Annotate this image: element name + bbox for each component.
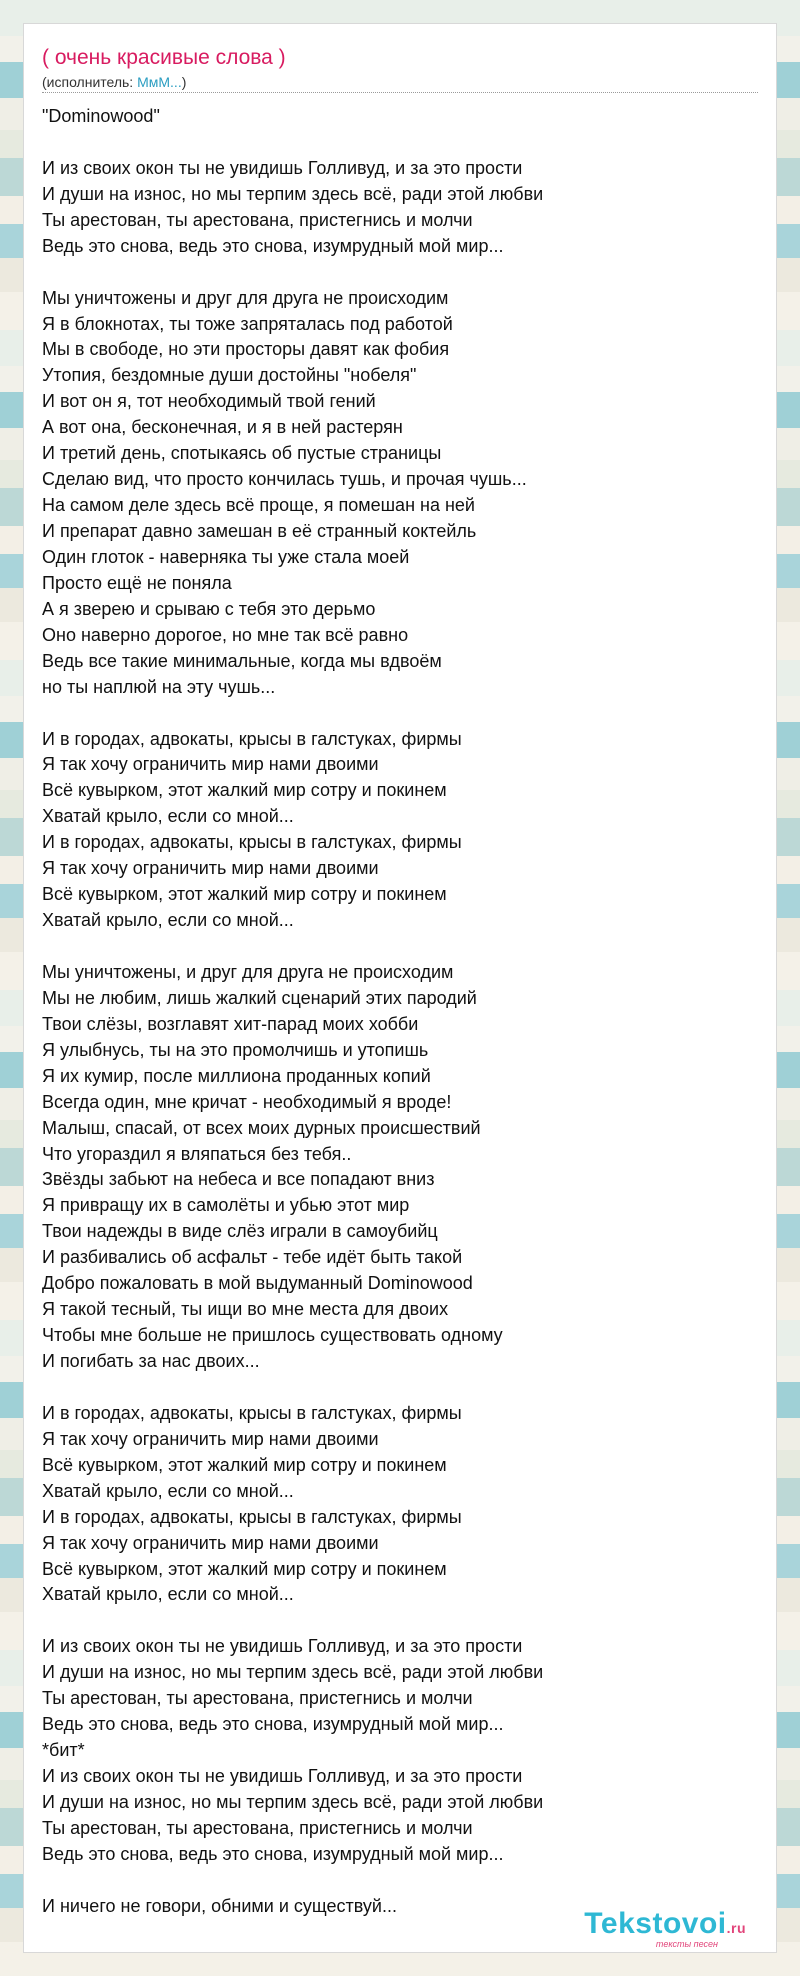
lyric-line: И препарат давно замешан в её странный коктейль <box>42 521 477 541</box>
lyric-line: Всё кувырком, этот жалкий мир сотру и покинем <box>42 1558 447 1579</box>
lyric-line: Просто ещё не поняла <box>42 572 232 593</box>
lyric-line: И вот он я, тот необходимый твой гений <box>42 391 376 412</box>
lyric-line: Всё кувырком, этот жалкий мир сотру и покинем <box>42 1454 447 1475</box>
lyric-line: Сделаю вид, что просто кончилась тушь, и прочая чушь... <box>42 469 527 490</box>
lyric-line: Твои надежды в виде слёз играли в самоубийц <box>42 1221 438 1242</box>
song-title: ( очень красивые слова ) <box>42 46 286 69</box>
lyric-line: Хватай крыло, если со мной... <box>42 806 294 827</box>
lyric-line: Я так хочу ограничить мир нами двоими <box>42 1532 379 1553</box>
lyric-line: "Dominowood" <box>42 106 160 126</box>
lyric-line: Мы уничтожены и друг для друга не происходим <box>42 287 449 308</box>
lyric-line: А вот она, бесконечная, и я в ней растерян <box>42 417 403 438</box>
logo-tagline: тексты песен <box>655 1939 718 1949</box>
lyric-line: Ведь все такие минимальные, когда мы вдвоём <box>42 650 442 671</box>
lyric-line: И в городах, адвокаты, крысы в галстуках, фирмы <box>42 728 462 749</box>
lyric-line: Ты арестован, ты арестована, пристегнись и молчи <box>42 209 473 230</box>
logo-tld: .ru <box>726 1920 746 1936</box>
header-divider <box>42 92 758 93</box>
performer-link[interactable]: МмМ... <box>137 74 182 90</box>
lyric-line: Я привращу их в самолёты и убью этот мир <box>42 1195 410 1216</box>
lyric-line: И души на износ, но мы терпим здесь всё, ради этой любви <box>42 183 544 204</box>
performer-line <box>42 74 186 90</box>
lyric-line: Мы в свободе, но эти просторы давят как фобия <box>42 339 450 360</box>
lyric-line: Я улыбнусь, ты на это промолчишь и утопишь <box>42 1039 429 1060</box>
lyric-line: Всегда один, мне кричат - необходимый я вроде! <box>42 1091 452 1112</box>
performer-suffix: ) <box>181 74 187 90</box>
lyric-line: Ты арестован, ты арестована, пристегнись и молчи <box>42 1688 473 1709</box>
lyric-line: Я так хочу ограничить мир нами двоими <box>42 858 379 879</box>
lyric-line: И разбивались об асфальт - тебе идёт быть такой <box>42 1247 463 1268</box>
lyric-line: Звёзды забьют на небеса и все попадают вниз <box>42 1169 435 1190</box>
lyric-line: И в городах, адвокаты, крысы в галстуках, фирмы <box>42 1506 462 1527</box>
lyric-line: Малыш, спасай, от всех моих дурных происшествий <box>42 1117 481 1138</box>
lyric-line: Я их кумир, после миллиона проданных копий <box>42 1065 431 1086</box>
lyric-line: Мы не любим, лишь жалкий сценарий этих пародий <box>42 987 477 1008</box>
lyric-line: И из своих окон ты не увидишь Голливуд, и за это прости <box>42 1636 523 1657</box>
lyric-line <box>42 260 762 286</box>
lyric-line: И в городах, адвокаты, крысы в галстуках, фирмы <box>42 832 462 853</box>
lyric-line: Я так хочу ограничить мир нами двоими <box>42 754 379 775</box>
lyric-line: Ведь это снова, ведь это снова, изумрудный мой мир... <box>42 235 504 256</box>
lyric-line: Хватай крыло, если со мной... <box>42 1480 294 1501</box>
lyric-line <box>42 1868 762 1894</box>
lyric-line: Хватай крыло, если со мной... <box>42 910 294 931</box>
lyric-line: Мы уничтожены, и друг для друга не происходим <box>42 961 454 982</box>
logo-name: Tekstovoi <box>584 1907 727 1940</box>
lyric-line: На самом деле здесь всё проще, я помешан на ней <box>42 495 475 516</box>
lyric-line <box>42 934 762 960</box>
lyric-line: И погибать за нас двоих... <box>42 1351 260 1371</box>
lyric-line: И души на износ, но мы терпим здесь всё, ради этой любви <box>42 1791 544 1812</box>
lyric-line <box>42 1375 762 1401</box>
lyric-line: Ведь это снова, ведь это снова, изумрудный мой мир... <box>42 1843 504 1864</box>
lyric-line: И из своих окон ты не увидишь Голливуд, и за это прости <box>42 1766 523 1786</box>
lyric-line: Твои слёзы, возглавят хит-парад моих хобби <box>42 1013 419 1034</box>
lyric-line: Один глоток - наверняка ты уже стала моей <box>42 546 410 567</box>
lyric-line: И из своих окон ты не увидишь Голливуд, и за это прости <box>42 157 523 178</box>
lyric-line: *бит* <box>42 1740 85 1761</box>
performer-prefix: (исполнитель: <box>42 74 138 90</box>
lyric-line: Всё кувырком, этот жалкий мир сотру и покинем <box>42 884 447 905</box>
lyric-line <box>42 130 762 156</box>
lyric-line: Я так хочу ограничить мир нами двоими <box>42 1428 379 1449</box>
lyric-line: но ты наплюй на эту чушь... <box>42 676 276 697</box>
lyric-line: Что угораздил я вляпаться без тебя.. <box>42 1143 352 1164</box>
lyric-line: Ведь это снова, ведь это снова, изумрудный мой мир... <box>42 1714 504 1735</box>
lyric-line: И ничего не говори, обними и существуй... <box>42 1895 397 1916</box>
lyric-line <box>42 1608 762 1634</box>
lyric-line: Добро пожаловать в мой выдуманный Dominowood <box>42 1273 473 1294</box>
lyric-line: Я в блокнотах, ты тоже запряталась под работой <box>42 313 453 334</box>
lyric-line <box>42 701 762 727</box>
lyric-line: Всё кувырком, этот жалкий мир сотру и покинем <box>42 780 447 801</box>
lyric-line: Чтобы мне больше не пришлось существовать одному <box>42 1325 503 1346</box>
lyric-line: Оно наверно дорогое, но мне так всё равно <box>42 624 409 645</box>
lyric-line: А я зверею и срываю с тебя это дерьмо <box>42 598 376 619</box>
lyric-line: Я такой тесный, ты ищи во мне места для двоих <box>42 1299 449 1320</box>
lyric-line: И души на износ, но мы терпим здесь всё, ради этой любви <box>42 1662 544 1683</box>
lyric-line: И в городах, адвокаты, крысы в галстуках, фирмы <box>42 1402 462 1423</box>
lyrics-text <box>42 104 762 1920</box>
lyric-line: Ты арестован, ты арестована, пристегнись и молчи <box>42 1817 473 1838</box>
lyric-line: Утопия, бездомные души достойны "нобеля" <box>42 365 417 386</box>
lyric-line: И третий день, спотыкаясь об пустые страницы <box>42 443 442 464</box>
lyrics-card <box>24 24 776 1952</box>
site-logo[interactable] <box>584 1907 746 1949</box>
lyric-line: Хватай крыло, если со мной... <box>42 1584 294 1605</box>
